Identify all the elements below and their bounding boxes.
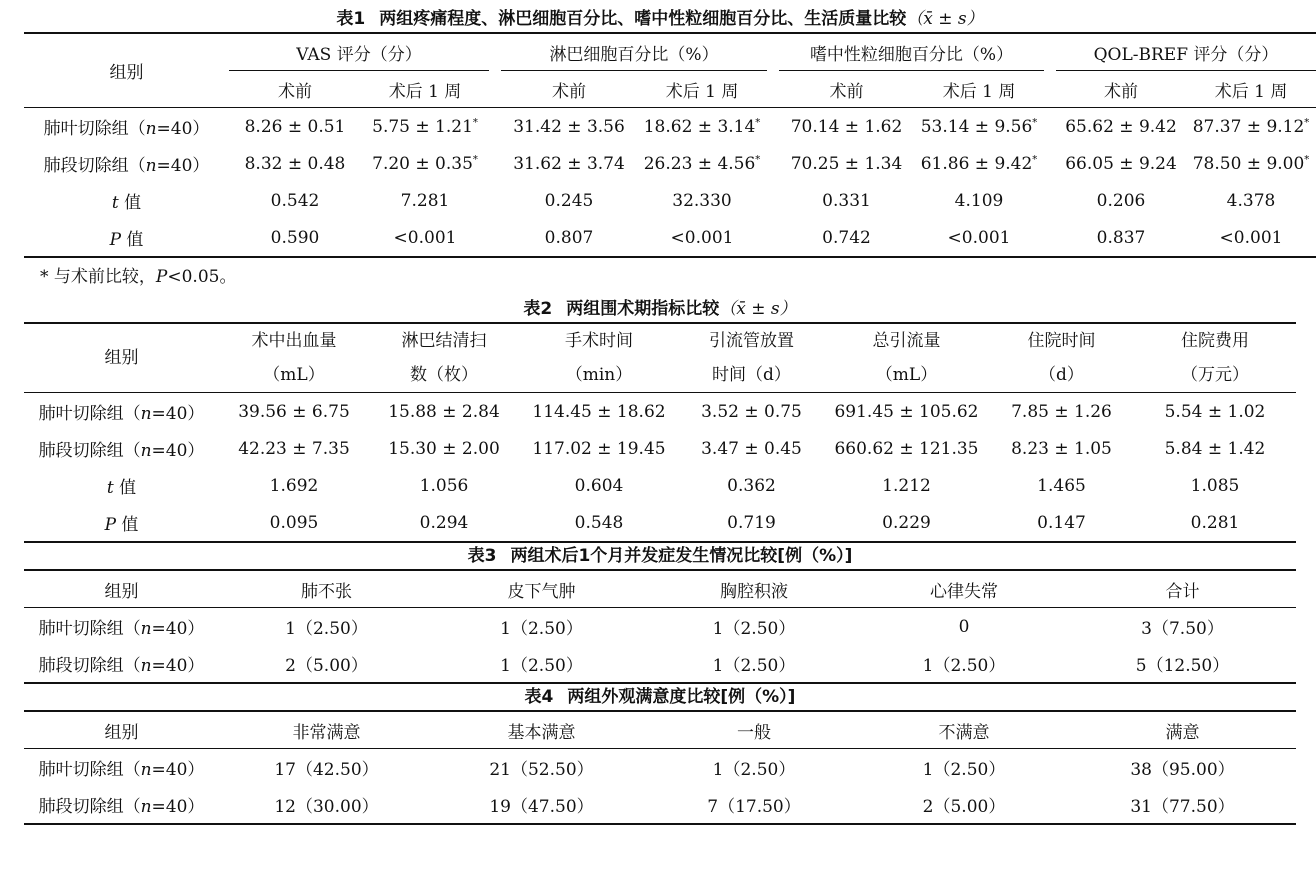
cell: 691.45 ± 105.62 — [834, 401, 979, 422]
table1-sub-after: 术后 1 周 — [942, 81, 1016, 102]
table4-header: 组别 — [104, 722, 139, 743]
table3 — [24, 569, 1296, 684]
table1-group-header: 组别 — [24, 33, 229, 108]
cell: 7（17.50） — [707, 797, 801, 817]
table1-sub-before: 术前 — [829, 81, 864, 102]
table1-sub-before: 术前 — [552, 81, 587, 102]
row-label: 肺段切除组（n=40） — [43, 156, 210, 176]
table1-number: 表1 — [336, 9, 366, 29]
cell: 0.281 — [1190, 512, 1240, 533]
table1-caption — [24, 6, 1296, 32]
table4-header: 一般 — [737, 722, 771, 743]
cell: 8.26 ± 0.51 — [244, 116, 346, 137]
table1-colgroup-vas: VAS 评分（分） — [229, 33, 489, 71]
cell: 5.54 ± 1.02 — [1164, 401, 1266, 422]
cell: <0.001 — [670, 227, 734, 248]
cell: 5（12.50） — [1135, 656, 1230, 676]
cell: <0.001 — [947, 227, 1011, 248]
table4-number: 表4 — [524, 687, 554, 707]
cell: 21（52.50） — [489, 760, 594, 780]
cell: 1（2.50） — [500, 656, 583, 676]
cell: 1.465 — [1037, 475, 1086, 496]
table1-stat: （x̄ ± s） — [906, 9, 984, 29]
table-row — [24, 467, 1296, 504]
row-label: P 值 — [104, 515, 139, 535]
cell: 0.542 — [270, 190, 320, 211]
table-row — [24, 219, 1316, 257]
table2 — [24, 322, 1296, 543]
cell: 7.85 ± 1.26 — [1011, 401, 1112, 422]
table-row — [24, 504, 1296, 542]
row-label: 肺段切除组（n=40） — [38, 797, 205, 817]
table2-header: 总引流量 — [872, 331, 941, 351]
cell: 1（2.50） — [922, 656, 1006, 676]
row-label: P 值 — [109, 230, 144, 250]
cell: 660.62 ± 121.35 — [834, 438, 979, 459]
row-label: 肺段切除组（n=40） — [38, 656, 205, 676]
cell: 1（2.50） — [712, 656, 796, 676]
table2-header-unit: （mL） — [263, 365, 325, 385]
cell: 4.109 — [954, 190, 1004, 211]
table4-header: 基本满意 — [507, 722, 576, 743]
table2-header-unit: 数（枚） — [410, 365, 478, 385]
cell: 0.590 — [270, 227, 320, 248]
table1-sub-after: 术后 1 周 — [665, 81, 739, 102]
table2-header: 住院费用 — [1181, 331, 1249, 351]
table1-colgroup-neut: 嗜中性粒细胞百分比（%） — [779, 33, 1044, 71]
cell: 0.742 — [822, 227, 871, 248]
table2-header: 引流管放置 — [709, 331, 794, 351]
table1-title: 两组疼痛程度、淋巴细胞百分比、嗜中性粒细胞百分比、生活质量比较 — [379, 9, 907, 29]
cell: 0.548 — [574, 512, 624, 533]
cell: 0.362 — [727, 475, 776, 496]
cell: 1（2.50） — [712, 760, 796, 780]
cell: 0.604 — [574, 475, 624, 496]
cell: 3.47 ± 0.45 — [701, 438, 802, 459]
cell: 0.719 — [727, 512, 776, 533]
cell: 61.86 ± 9.42* — [920, 153, 1038, 174]
row-label: t 值 — [111, 193, 142, 213]
table4-header: 非常满意 — [292, 722, 361, 743]
row-label: t 值 — [106, 478, 137, 498]
cell: 0.229 — [882, 512, 931, 533]
cell: 70.25 ± 1.34 — [790, 153, 903, 174]
cell: 3（7.50） — [1141, 619, 1224, 639]
cell: 117.02 ± 19.45 — [532, 438, 666, 459]
cell: 0.206 — [1096, 190, 1146, 211]
table-row — [24, 749, 1296, 787]
document-page — [24, 6, 1310, 825]
table1-header-row — [24, 33, 1316, 71]
cell: <0.001 — [393, 227, 457, 248]
row-label: 肺叶切除组（n=40） — [38, 619, 205, 639]
table2-header: 住院时间 — [1027, 331, 1096, 351]
table2-stat: （x̄ ± s） — [719, 299, 797, 319]
table2-header: 淋巴结清扫 — [401, 331, 487, 351]
table1 — [24, 32, 1316, 258]
table-row — [24, 786, 1296, 824]
table4-caption — [24, 684, 1296, 710]
table3-header: 合计 — [1165, 581, 1200, 602]
cell: 1（2.50） — [922, 760, 1006, 780]
cell: 12（30.00） — [274, 797, 379, 817]
cell: 66.05 ± 9.24 — [1065, 153, 1177, 174]
cell: 7.20 ± 0.35* — [372, 153, 478, 174]
row-label: 肺叶切除组（n=40） — [38, 760, 205, 780]
table3-header: 胸腔积液 — [720, 581, 788, 602]
cell: 17（42.50） — [274, 760, 379, 780]
cell: 1（2.50） — [712, 619, 796, 639]
cell: 70.14 ± 1.62 — [790, 116, 903, 137]
table-row — [24, 108, 1316, 146]
table3-header: 皮下气肿 — [507, 581, 576, 602]
table1-colgroup-qol: QOL-BREF 评分（分） — [1056, 33, 1316, 71]
table2-number: 表2 — [523, 299, 553, 319]
cell: 2（5.00） — [922, 797, 1006, 817]
cell: 3.52 ± 0.75 — [701, 401, 802, 422]
table-row — [24, 608, 1296, 646]
cell: 32.330 — [672, 190, 732, 211]
table1-sub-after: 术后 1 周 — [1214, 81, 1288, 102]
cell: 87.37 ± 9.12* — [1192, 116, 1310, 137]
row-label: 肺段切除组（n=40） — [38, 441, 205, 461]
table1-sub-before: 术前 — [1104, 81, 1139, 102]
table-row — [24, 645, 1296, 683]
table4-header: 不满意 — [938, 722, 990, 743]
cell: 5.84 ± 1.42 — [1164, 438, 1266, 459]
table2-title: 两组围术期指标比较 — [566, 299, 720, 319]
cell: 19（47.50） — [489, 797, 594, 817]
cell: 0.294 — [419, 512, 469, 533]
row-label: 肺叶切除组（n=40） — [43, 119, 210, 139]
table3-caption — [24, 543, 1296, 569]
cell: 5.75 ± 1.21* — [372, 116, 478, 137]
table1-footnote: * 与术前比较，P<0.05。 — [40, 267, 237, 287]
cell: 78.50 ± 9.00* — [1192, 153, 1310, 174]
table1-sub-before: 术前 — [278, 81, 312, 102]
cell: 1.692 — [269, 475, 319, 496]
table2-caption — [24, 296, 1296, 322]
table1-sub-after: 术后 1 周 — [388, 81, 462, 102]
cell: 7.281 — [400, 190, 450, 211]
table2-header-row-1 — [24, 323, 1296, 358]
cell: 39.56 ± 6.75 — [238, 401, 350, 422]
table4 — [24, 710, 1296, 825]
cell: 8.23 ± 1.05 — [1011, 438, 1112, 459]
cell: 0.807 — [544, 227, 594, 248]
cell: 0.147 — [1037, 512, 1086, 533]
cell: 2（5.00） — [285, 656, 368, 676]
cell: 0.245 — [544, 190, 594, 211]
table4-header-row — [24, 711, 1296, 749]
cell: 31.62 ± 3.74 — [513, 153, 625, 174]
table4-header: 满意 — [1165, 722, 1200, 743]
table3-header: 肺不张 — [301, 581, 352, 602]
cell: 0.837 — [1096, 227, 1146, 248]
cell: <0.001 — [1219, 227, 1283, 248]
cell: 15.88 ± 2.84 — [388, 401, 500, 422]
cell: 31（77.50） — [1130, 797, 1235, 817]
table2-header-unit: （min） — [565, 365, 633, 385]
cell: 1（2.50） — [500, 619, 583, 639]
cell: 0.095 — [269, 512, 319, 533]
table3-header: 心律失常 — [930, 581, 998, 602]
table2-header-unit: （d） — [1039, 365, 1084, 385]
table-row — [24, 145, 1316, 182]
table4-title: 两组外观满意度比较[例（%）] — [567, 687, 796, 707]
table3-header-row — [24, 570, 1296, 608]
cell: 65.62 ± 9.42 — [1065, 116, 1177, 137]
row-label: 肺叶切除组（n=40） — [38, 404, 205, 424]
cell: 1.212 — [882, 475, 931, 496]
cell: 53.14 ± 9.56* — [920, 116, 1038, 137]
table2-header-unit: 时间（d） — [712, 365, 791, 385]
table3-title: 两组术后1个月并发症发生情况比较[例（%）] — [510, 546, 853, 566]
cell: 42.23 ± 7.35 — [238, 438, 350, 459]
table2-header: 术中出血量 — [251, 331, 337, 351]
cell: 0 — [958, 616, 970, 637]
table1-colgroup-lymph: 淋巴细胞百分比（%） — [501, 33, 767, 71]
table2-header-unit: （mL） — [875, 365, 938, 385]
cell: 38（95.00） — [1130, 760, 1235, 780]
table-row — [24, 182, 1316, 219]
table-row — [24, 393, 1296, 431]
cell: 114.45 ± 18.62 — [532, 401, 666, 422]
table3-number: 表3 — [467, 546, 497, 566]
cell: 4.378 — [1226, 190, 1276, 211]
cell: 18.62 ± 3.14* — [643, 116, 761, 137]
table-row — [24, 430, 1296, 467]
cell: 8.32 ± 0.48 — [244, 153, 346, 174]
table2-header-unit: （万元） — [1181, 365, 1249, 385]
table2-group-header: 组别 — [24, 323, 219, 393]
table3-header: 组别 — [104, 581, 139, 602]
cell: 1.085 — [1190, 475, 1240, 496]
table2-header: 手术时间 — [565, 331, 633, 351]
cell: 26.23 ± 4.56* — [643, 153, 761, 174]
cell: 0.331 — [822, 190, 871, 211]
cell: 1（2.50） — [285, 619, 368, 639]
cell: 1.056 — [419, 475, 469, 496]
cell: 31.42 ± 3.56 — [513, 116, 625, 137]
cell: 15.30 ± 2.00 — [388, 438, 500, 459]
